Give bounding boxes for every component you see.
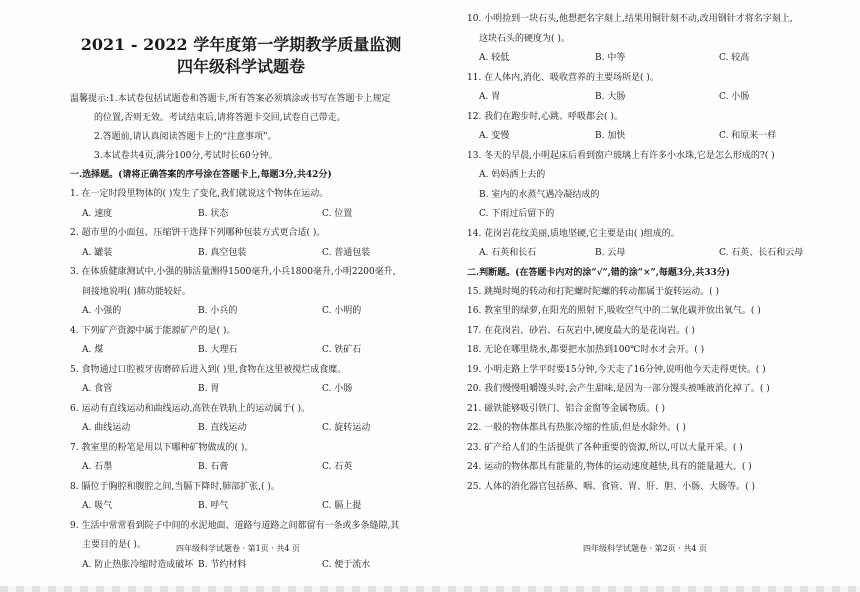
option-a: A. 曲线运动 xyxy=(82,423,131,433)
question-13: 13. 冬天的早晨,小明起床后看到窗户玻璃上有许多小水珠,它是怎么形成的?( ) xyxy=(467,150,775,161)
judge-item: 16. 教室里的绿萝,在阳光的照射下,吸收空气中的二氧化碳并放出氧气。( ) xyxy=(467,306,761,316)
option-b: B. 室内的水蒸气遇冷凝结成的 xyxy=(479,189,600,200)
option-b: B. 状态 xyxy=(198,208,229,219)
question-1: 1. 在一定时段里物体的( )发生了变化,我们就说这个物体在运动。 xyxy=(70,189,329,199)
option-c: C. 小明的 xyxy=(322,306,362,316)
scan-edge xyxy=(0,586,860,592)
option-b: B. 真空包装 xyxy=(198,247,247,258)
option-b: B. 中等 xyxy=(595,53,626,63)
question-5: 5. 食物通过口腔被牙齿磨碎后进入到( )里,食物在这里被搅烂成食糜。 xyxy=(70,364,347,375)
section-heading-choice: 一.选择题。(请将正确答案的序号涂在答题卡上,每题3分,共42分) xyxy=(70,170,332,180)
question-3: 3. 在体质健康测试中,小强的肺活量测得1500毫升,小兵1800毫升,小明2200毫升, xyxy=(70,267,396,277)
option-c: C. 和原来一样 xyxy=(719,131,777,141)
option-c: C. 位置 xyxy=(322,208,353,219)
judge-item: 25. 人体的消化器官包括鼻、咽、食管、胃、肝、胆、小肠、大肠等。( ) xyxy=(467,481,756,492)
judge-item: 15. 跳绳时绳的转动和打陀螺时陀螺的转动都属于旋转运动。( ) xyxy=(467,286,720,297)
option-a: A. 变慢 xyxy=(479,131,510,141)
option-a: A. 吸气 xyxy=(82,501,113,511)
judge-item: 23. 矿产给人们的生活提供了各种重要的资源,所以,可以大量开采。( ) xyxy=(467,442,743,453)
options-1 xyxy=(70,205,412,225)
options-14 xyxy=(467,244,842,264)
question-4: 4. 下列矿产资源中属于能源矿产的是( )。 xyxy=(70,325,236,336)
option-b: B. 加快 xyxy=(595,131,626,141)
option-c: C. 膈上提 xyxy=(322,501,362,511)
judge-item: 22. 一般的物体都具有热胀冷缩的性质,但是水除外。( ) xyxy=(467,423,686,433)
question-6: 6. 运动有直线运动和曲线运动,高铁在铁轨上的运动属于( )。 xyxy=(70,403,311,414)
exam-subtitle: 四年级科学试题卷 xyxy=(176,57,305,76)
question-7: 7. 教室里的粉笔是用以下哪种矿物做成的( )。 xyxy=(70,442,254,453)
question-9-continued: 主要目的是( )。 xyxy=(82,540,146,550)
question-11: 11. 在人体内,消化、吸收营养的主要场所是( )。 xyxy=(467,72,659,83)
option-c: C. 石英 xyxy=(322,462,353,472)
exam-title: 2021 - 2022 学年度第一学期教学质量监测 xyxy=(80,35,402,54)
option-c: C. 便于流水 xyxy=(322,559,371,570)
option-a: A. 食管 xyxy=(82,384,113,394)
judge-item: 20. 我们慢慢咀嚼馒头时,会产生甜味,是因为一部分馒头被唾液消化掉了。( ) xyxy=(467,384,770,394)
judge-item: 24. 运动的物体都具有能量的,物体的运动速度越快,具有的能量越大。( ) xyxy=(467,462,752,472)
options-8 xyxy=(70,497,412,517)
question-10-continued: 这块石头的硬度为( )。 xyxy=(479,33,570,44)
option-c: C. 下雨过后留下的 xyxy=(479,209,555,219)
option-b: B. 直线运动 xyxy=(198,423,247,433)
option-c: C. 旋转运动 xyxy=(322,423,371,433)
judge-item: 19. 小明走路上学平时要15分钟,今天走了16分钟,说明他今天走得更快。( ) xyxy=(467,364,766,375)
option-a: A. 小强的 xyxy=(82,306,122,316)
option-c: C. 普通包装 xyxy=(322,247,371,258)
options-3 xyxy=(70,302,412,322)
page-footer-right: 四年级科学试题卷 · 第2页 · 共4 页 xyxy=(583,544,707,553)
option-b: B. 节约材料 xyxy=(198,559,247,570)
options-9 xyxy=(70,556,412,576)
options-12 xyxy=(467,127,842,147)
option-a: A. 石墨 xyxy=(82,462,113,472)
options-2 xyxy=(70,244,412,264)
option-c: C. 较高 xyxy=(719,53,750,63)
option-b: B. 云母 xyxy=(595,248,626,258)
question-12: 12. 我们在跑步时,心跳、呼吸都会( )。 xyxy=(467,111,623,122)
notice-line: 3.本试卷共4页,满分100分,考试时长60分钟。 xyxy=(94,151,278,161)
question-8: 8. 膈位于胸腔和腹腔之间,当膈下降时,肺部扩张,( )。 xyxy=(70,481,280,492)
option-a: A. 罐装 xyxy=(82,247,113,258)
page-right xyxy=(430,0,860,592)
option-b: B. 呼气 xyxy=(198,501,229,511)
question-10: 10. 小明捡到一块石头,他想把名字刻上,结果用铜针刻不动,改用钢针才将名字刻上, xyxy=(467,14,793,24)
option-b: B. 大理石 xyxy=(198,345,238,355)
question-14: 14. 花岗岩花纹美丽,质地坚硬,它主要是由( )组成的。 xyxy=(467,228,680,239)
option-b: B. 胃 xyxy=(198,384,220,394)
notice-line: 2.答题前,请认真阅读答题卡上的“注意事项”。 xyxy=(94,132,277,142)
option-b: B. 小兵的 xyxy=(198,306,238,316)
options-5 xyxy=(70,380,412,400)
option-c: C. 铁矿石 xyxy=(322,345,362,355)
option-a: A. 煤 xyxy=(82,345,104,355)
option-a: A. 胃 xyxy=(479,92,501,102)
option-c: C. 小肠 xyxy=(719,92,750,102)
notice-line: 的位置,否则无效。考试结束后,请将答题卡交回,试卷自己带走。 xyxy=(94,113,346,123)
option-c: C. 小肠 xyxy=(322,384,353,394)
options-6 xyxy=(70,419,412,439)
option-a: A. 防止热胀冷缩时造成破坏 xyxy=(82,559,194,570)
options-11 xyxy=(467,88,842,108)
option-b: B. 大肠 xyxy=(595,92,626,102)
option-a: A. 较低 xyxy=(479,53,510,63)
question-2: 2. 超市里的小面包、压缩饼干选择下列哪种包装方式更合适( )。 xyxy=(70,228,326,238)
options-10 xyxy=(467,49,842,69)
options-7 xyxy=(70,458,412,478)
judge-item: 17. 在花岗岩、砂岩、石灰岩中,硬度最大的是花岗岩。( ) xyxy=(467,325,695,336)
option-b: B. 石膏 xyxy=(198,462,229,472)
judge-item: 21. 磁铁能够吸引铁门、铝合金窗等金属物质。( ) xyxy=(467,403,666,414)
option-a: A. 速度 xyxy=(82,208,113,219)
page-footer-left: 四年级科学试题卷 · 第1页 · 共4 页 xyxy=(176,544,300,553)
option-a: A. 妈妈洒上去的 xyxy=(479,170,546,180)
notice-line: 温馨提示:1.本试卷包括试题卷和答题卡,所有答案必须填涂或书写在答题卡上规定 xyxy=(70,94,391,104)
question-3-continued: 间接地说明( )肺功能较好。 xyxy=(82,286,191,297)
question-9: 9. 生活中常常看到院子中间的水泥地面、道路与道路之间都留有一条或多条缝隙,其 xyxy=(70,520,400,531)
option-a: A. 石英和长石 xyxy=(479,248,537,258)
options-4 xyxy=(70,341,412,361)
section-heading-judge: 二.判断题。(在答题卡内对的涂“√”,错的涂“×”,每题3分,共33分) xyxy=(467,267,731,278)
option-c: C. 石英、长石和云母 xyxy=(719,248,804,258)
judge-item: 18. 无论在哪里烧水,都要把水加热到100℃时水才会开。( ) xyxy=(467,345,705,355)
